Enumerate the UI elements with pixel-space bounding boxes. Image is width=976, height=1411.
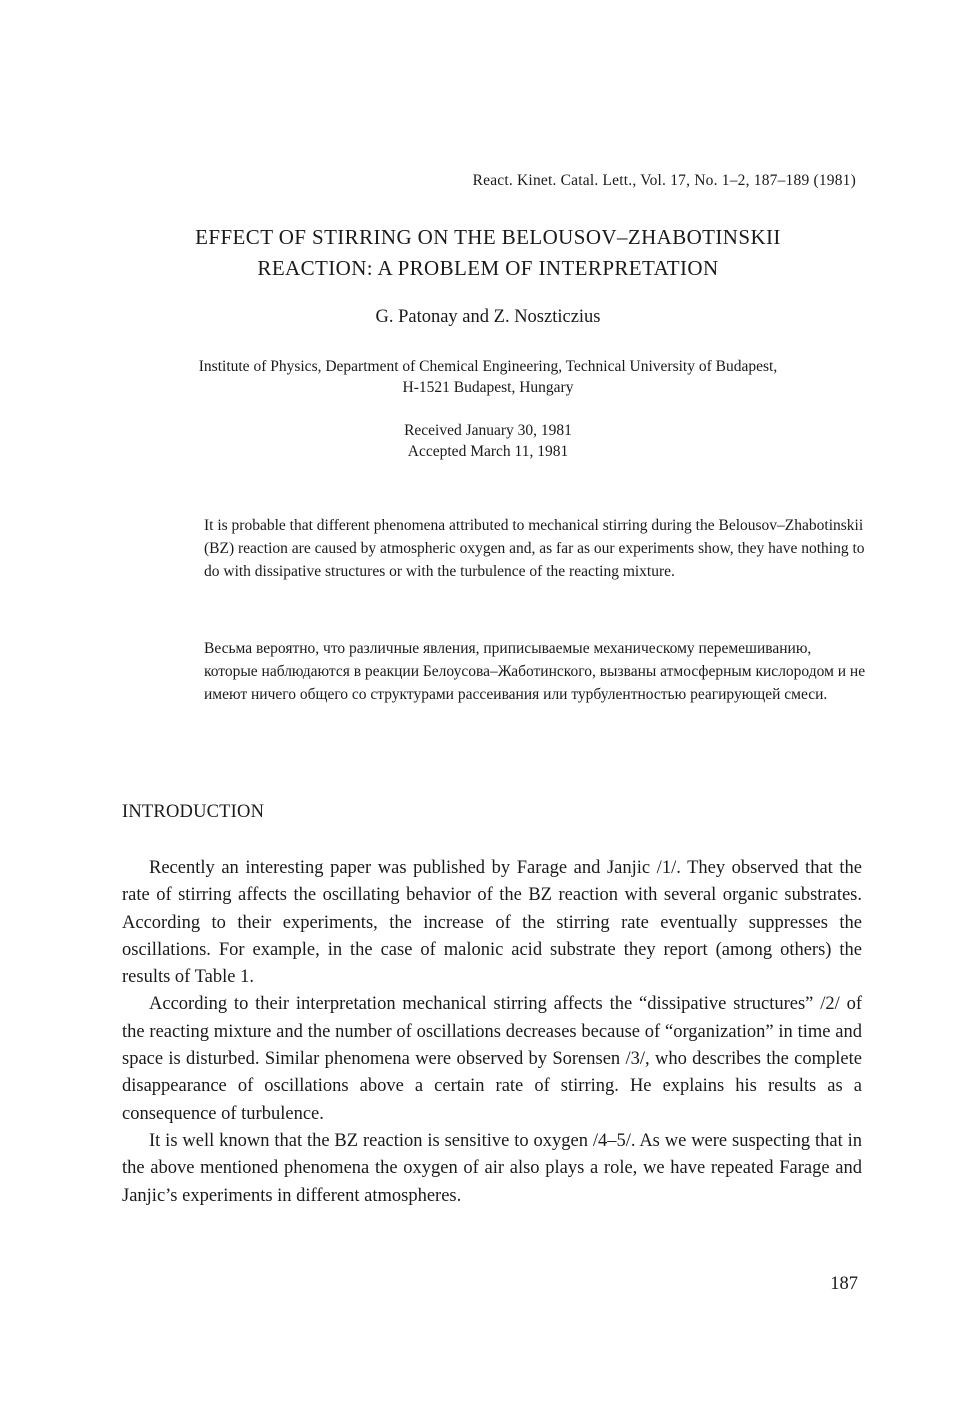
journal-citation: React. Kinet. Catal. Lett., Vol. 17, No. 1–2, 187–189 (1981) bbox=[472, 172, 856, 189]
author-list: G. Patonay and Z. Noszticzius bbox=[375, 307, 601, 327]
accepted-date: Accepted March 11, 1981 bbox=[407, 443, 569, 460]
abstract-english: It is probable that different phenomena attributed to mechanical stirring during the Belousov–Zhabotinskii (BZ) reaction are caused by atmospheric oxygen and, as far as our experiments show, they have nothing to do with dissipative structures or with the turbulence of the reacting mixture. bbox=[204, 517, 865, 580]
affiliation bbox=[0, 356, 976, 398]
page-number: 187 bbox=[830, 1274, 858, 1294]
introduction-body bbox=[122, 855, 862, 1210]
title-line-1: EFFECT OF STIRRING ON THE BELOUSOV–ZHABOTINSKII bbox=[195, 225, 781, 249]
body-paragraph: It is well known that the BZ reaction is sensitive to oxygen /4–5/. As we were suspecting that in the above mentioned phenomena the oxygen of air also plays a role, we have repeated Farage and Janjic’s experiments in different atmospheres. bbox=[122, 1130, 862, 1206]
submission-dates bbox=[0, 420, 976, 462]
body-paragraph: According to their interpretation mechanical stirring affects the “dissipative structures” /2/ of the reacting mixture and the number of oscillations decreases because of “organization” in time and space is disturbed. Similar phenomena were observed by Sorensen /3/, who describes the complete disappearance of oscillations above a certain rate of stirring. He explains his results as a consequence of turbulence. bbox=[122, 994, 862, 1124]
affiliation-line-2: H-1521 Budapest, Hungary bbox=[402, 379, 574, 396]
title-line-2: REACTION: A PROBLEM OF INTERPRETATION bbox=[257, 256, 719, 280]
section-heading-introduction: INTRODUCTION bbox=[122, 802, 265, 822]
paper-title bbox=[0, 222, 976, 284]
body-paragraph: Recently an interesting paper was published by Farage and Janjic /1/. They observed that the rate of stirring affects the oscillating behavior of the BZ reaction with several organic substrates. According to their experiments, the increase of the stirring rate eventually suppresses the oscillations. For example, in the case of malonic acid substrate they report (among others) the results of Table 1. bbox=[122, 858, 862, 988]
received-date: Received January 30, 1981 bbox=[404, 422, 572, 439]
affiliation-line-1: Institute of Physics, Department of Chemical Engineering, Technical University of Budapest, bbox=[198, 358, 778, 375]
abstract-russian: Весьма вероятно, что различные явления, приписываемые механическому перемешиванию, которые наблюдаются в реакции Белоусова–Жаботинского, вызваны атмосферным кислородом и не имеют ничего общего со структурами рассеивания или турбулентностью реагирующей смеси. bbox=[204, 640, 866, 703]
